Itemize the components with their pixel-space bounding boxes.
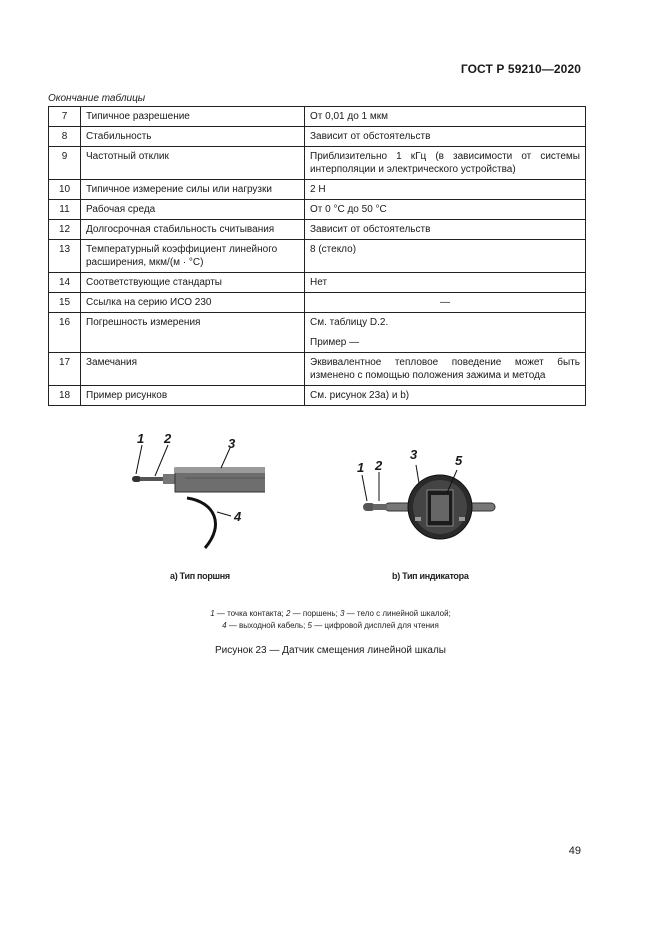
row-number: 13 [49, 240, 81, 273]
callout-a-2: 2 [164, 431, 172, 446]
row-value [305, 147, 586, 180]
row-number: 14 [49, 273, 81, 293]
table-row [49, 180, 586, 200]
row-value-text: Зависит от обстоятельств [310, 131, 431, 142]
row-parameter: Пример рисунков [81, 386, 305, 406]
row-number: 12 [49, 220, 81, 240]
row-value [305, 313, 586, 353]
callout-a-1: 1 [137, 431, 145, 446]
row-value [305, 240, 586, 273]
output-cable [187, 498, 215, 548]
row-parameter: Частотный отклик [81, 147, 305, 180]
row-parameter: Погрешность измерения [81, 313, 305, 353]
table-row [49, 220, 586, 240]
row-value-text: От 0,01 до 1 мкм [310, 111, 389, 122]
callout-a-3: 3 [228, 436, 236, 451]
figure-legend-line-1: 1 — точка контакта; 2 — поршень; 3 — тело с линейной шкалой; [210, 609, 451, 618]
row-parameter: Ссылка на серию ИСО 230 [81, 293, 305, 313]
row-number: 18 [49, 386, 81, 406]
row-parameter: Рабочая среда [81, 200, 305, 220]
contact-point [132, 476, 141, 482]
subcaption-a: а) Тип поршня [170, 571, 230, 581]
standard-code: ГОСТ Р 59210—2020 [460, 62, 581, 76]
row-number: 11 [49, 200, 81, 220]
table-row [49, 127, 586, 147]
table-continuation-caption: Окончание таблицы [48, 93, 146, 104]
row-number: 16 [49, 313, 81, 353]
row-value [305, 220, 586, 240]
page-number: 49 [568, 845, 581, 857]
row-parameter: Стабильность [81, 127, 305, 147]
row-value [305, 200, 586, 220]
row-value-text: См. таблицу D.2. [310, 317, 389, 328]
row-value [305, 107, 586, 127]
row-number: 7 [49, 107, 81, 127]
figure-caption: Рисунок 23 — Датчик смещения линейной шкалы [215, 645, 446, 656]
row-value-text: Нет [310, 277, 328, 288]
callout-b-2: 2 [375, 458, 383, 473]
row-value-text-line2: Пример — [310, 337, 360, 348]
row-value-text: Эквивалентное тепловое поведение может быть изменено с помощью положения зажима и метода [310, 357, 580, 381]
row-value-text: 8 (стекло) [310, 244, 357, 255]
callout-b-3: 3 [410, 447, 418, 462]
row-value [305, 386, 586, 406]
row-value-text: От 0 °С до 50 °С [310, 204, 387, 215]
row-value [305, 353, 586, 386]
row-parameter: Типичное разрешение [81, 107, 305, 127]
figure-a-piston-sensor [125, 440, 265, 560]
row-value-text: — [440, 297, 450, 308]
table-row [49, 313, 586, 353]
callout-a-4: 4 [234, 509, 242, 524]
row-number: 9 [49, 147, 81, 180]
row-number: 8 [49, 127, 81, 147]
table-row [49, 240, 586, 273]
subcaption-b: b) Тип индикатора [392, 571, 469, 581]
row-value [305, 293, 586, 313]
table-row [49, 353, 586, 386]
callout-b-5: 5 [455, 453, 463, 468]
table-row [49, 147, 586, 180]
row-number: 17 [49, 353, 81, 386]
figure-legend-line-2: 4 — выходной кабель; 5 — цифровой дисплей для чтения [222, 621, 439, 630]
callout-b-1: 1 [357, 460, 365, 475]
spec-table [48, 106, 586, 406]
table-row [49, 386, 586, 406]
row-parameter: Температурный коэффициент линейного расширения, мкм/(м · °С) [81, 240, 305, 273]
table-row [49, 200, 586, 220]
row-value-text: Приблизительно 1 кГц (в зависимости от системы интерполяции и электрического устройства) [310, 151, 580, 175]
row-parameter: Долгосрочная стабильность считывания [81, 220, 305, 240]
row-parameter: Замечания [81, 353, 305, 386]
row-number: 15 [49, 293, 81, 313]
row-number: 10 [49, 180, 81, 200]
row-value [305, 273, 586, 293]
row-value [305, 127, 586, 147]
row-value-text: См. рисунок 23а) и b) [310, 390, 410, 401]
row-value-text: Зависит от обстоятельств [310, 224, 431, 235]
row-value-text: 2 Н [310, 184, 326, 195]
row-parameter: Соответствующие стандарты [81, 273, 305, 293]
row-parameter: Типичное измерение силы или нагрузки [81, 180, 305, 200]
table-row [49, 273, 586, 293]
table-row [49, 293, 586, 313]
table-row [49, 107, 586, 127]
row-value [305, 180, 586, 200]
